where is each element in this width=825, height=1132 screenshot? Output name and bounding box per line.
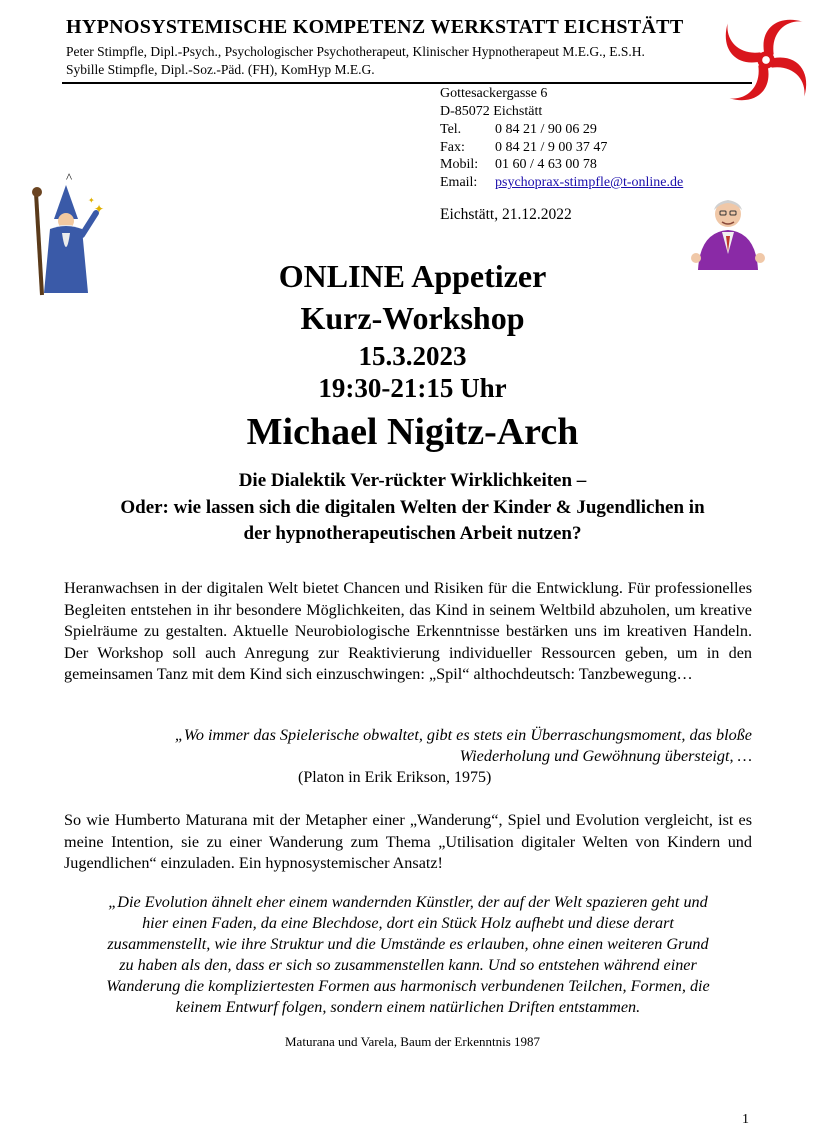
quote-2-line: keinem Entwurf folgen, sondern einem natürlichen Driften entstammen. [175, 998, 641, 1016]
address-street: Gottesackergasse 6 [440, 86, 548, 101]
title-line-2: Kurz-Workshop [300, 300, 525, 336]
quote-2-source: Maturana und Varela, Baum der Erkenntnis 1987 [285, 1034, 540, 1049]
paragraph-1: Heranwachsen in der digitalen Welt bietet Chancen und Risiken für die Entwicklung. Für professionelles Begleiten entstehen in ihr besondere Möglichkeiten, das Kind in seinem Weltbild abzuholen, um kreative Spielräume zu gestalten. Aktuelle Neurobiologische Erkenntnisse bestärken uns im kreativen Handeln. Der Workshop soll auch Anregung zur Reaktivierung individueller Ressourcen geben, um in den gemeinsamen Tanz mit dem Kind sich einzuschwingen: „Spil“ althochdeutsch: Tanzbewegung… [64, 579, 752, 683]
quote-2-line: zusammenstellt, wie ihre Struktur und die Umstände es erlauben, ohne einen weiteren Grund [107, 935, 709, 953]
subtitle-line-3: der hypnotherapeutischen Arbeit nutzen? [243, 523, 582, 544]
email-label: Email: [440, 175, 478, 190]
header-rule [62, 82, 752, 84]
spiral-logo-icon [718, 12, 814, 108]
caret-mark: ^ [66, 170, 73, 185]
address-fax [440, 140, 607, 156]
address-email [440, 175, 683, 191]
fax-label: Fax: [440, 140, 465, 155]
mobil-value: 01 60 / 4 63 00 78 [495, 157, 597, 172]
subtitle-line-1: Die Dialektik Ver-rückter Wirklichkeiten – [238, 470, 587, 491]
tel-label: Tel. [440, 122, 462, 137]
address-mobil [440, 157, 597, 173]
org-title: HYPNOSYSTEMISCHE KOMPETENZ WERKSTATT EICHSTÄTT [66, 16, 684, 38]
quote-2-line: hier einen Faden, da eine Blechdose, dort ein Stück Holz aufhebt und diese derart [142, 914, 674, 932]
quote-1-citation: (Platon in Erik Erikson, 1975) [298, 769, 492, 786]
fax-value: 0 84 21 / 9 00 37 47 [495, 140, 608, 155]
quote-1-line-1: „Wo immer das Spielerische obwaltet, gibt es stets ein Überraschungsmoment, das bloße [174, 726, 752, 744]
speaker-name: Michael Nigitz-Arch [246, 411, 579, 453]
subtitle-line-2: Oder: wie lassen sich die digitalen Welten der Kinder & Jugendlichen in [120, 497, 705, 518]
tel-value: 0 84 21 / 90 06 29 [495, 122, 597, 137]
header-line-1: Peter Stimpfle, Dipl.-Psych., Psychologischer Psychotherapeut, Klinischer Hypnotherapeut M.E.G., E.S.H. [66, 44, 645, 59]
title-line-1: ONLINE Appetizer [278, 258, 547, 294]
page-number: 1 [742, 1112, 749, 1127]
event-time: 19:30-21:15 Uhr [318, 373, 507, 403]
letter-date: Eichstätt, 21.12.2022 [440, 206, 572, 223]
quote-1-line-2: Wiederholung und Gewöhnung übersteigt, … [459, 747, 752, 765]
quote-2-line: „Die Evolution ähnelt eher einem wandernden Künstler, der auf der Welt spazieren geht und [108, 893, 708, 911]
quote-2-line: Wanderung die kompliziertesten Formen aus harmonisch verbundenen Teilchen, Formen, die [106, 977, 710, 995]
email-link[interactable]: psychoprax-stimpfle@t-online.de [495, 175, 684, 190]
svg-text:✦: ✦ [88, 196, 95, 205]
quote-2-line: zu haben als den, dass er sich so zusammenstellen kann. Und so entstehen während einer [119, 956, 697, 974]
mobil-label: Mobil: [440, 157, 479, 172]
event-date: 15.3.2023 [358, 341, 467, 371]
header-line-2: Sybille Stimpfle, Dipl.-Soz.-Päd. (FH), KomHyp M.E.G. [66, 62, 375, 77]
address-city: D-85072 Eichstätt [440, 104, 543, 119]
address-tel [440, 122, 597, 138]
svg-text:✦: ✦ [94, 202, 105, 216]
paragraph-2: So wie Humberto Maturana mit der Metapher einer „Wanderung“, Spiel und Evolution vergleicht, ist es meine Intention, sie zu einer Wanderung zum Thema „Utilisation digitaler Welten von Kindern und Jugendlichen“ einzuladen. Ein hypnosystemischer Ansatz! [64, 811, 752, 872]
